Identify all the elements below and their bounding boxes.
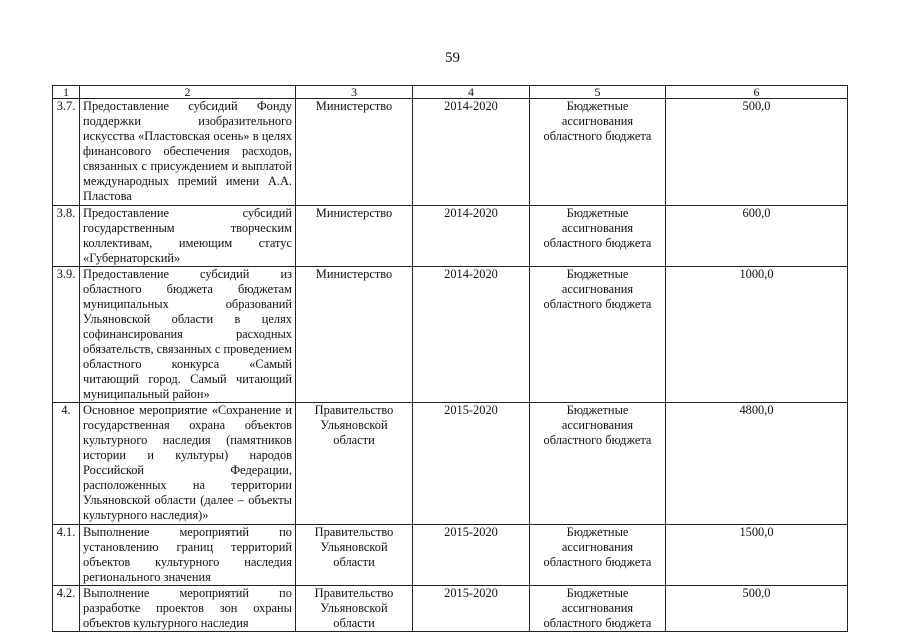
row-number: 3.8. [53, 206, 80, 267]
header-col-5: 5 [530, 86, 666, 99]
table-row [53, 586, 848, 632]
activity-name: Выполнение мероприятий по разработке проектов зон охраны объектов культурного наследия [80, 586, 296, 632]
amount: 500,0 [666, 99, 848, 206]
activity-name: Предоставление субсидий государственным творческим коллективам, имеющим статус «Губернаторский» [80, 206, 296, 267]
row-number: 4. [53, 403, 80, 525]
activity-name: Основное мероприятие «Сохранение и государственная охрана объектов культурного наследия (памятников истории и культуры) народов Российской Федерации, расположенных на территории Ульяновской области (далее – объекты культурного наследия)» [80, 403, 296, 525]
table-row [53, 267, 848, 403]
table-row [53, 99, 848, 206]
table-row [53, 206, 848, 267]
header-col-3: 3 [296, 86, 413, 99]
table-header-row [53, 86, 848, 99]
amount: 500,0 [666, 586, 848, 632]
row-number: 4.1. [53, 525, 80, 586]
amount: 1000,0 [666, 267, 848, 403]
row-number: 3.7. [53, 99, 80, 206]
page-number: 59 [445, 50, 460, 66]
amount: 1500,0 [666, 525, 848, 586]
row-number: 4.2. [53, 586, 80, 632]
amount: 4800,0 [666, 403, 848, 525]
amount: 600,0 [666, 206, 848, 267]
years: 2014-2020 [413, 99, 530, 206]
years: 2015-2020 [413, 586, 530, 632]
executor: Правительство Ульяновской области [296, 525, 413, 586]
years: 2015-2020 [413, 525, 530, 586]
table-row [53, 403, 848, 525]
header-col-1: 1 [53, 86, 80, 99]
activity-name: Предоставление субсидий Фонду поддержки изобразительного искусства «Пластовская осень» в целях финансового обеспечения расходов, связанных с присуждением и выплатой международных премий имени А.А. Пластова [80, 99, 296, 206]
years: 2014-2020 [413, 206, 530, 267]
executor: Правительство Ульяновской области [296, 403, 413, 525]
activity-name: Предоставление субсидий из областного бюджета бюджетам муниципальных образований Ульяновской области в целях софинансирования расходных обязательств, связанных с проведением областного конкурса «Самый читающий город. Самый читающий муниципальный район» [80, 267, 296, 403]
executor: Министерство [296, 99, 413, 206]
executor: Министерство [296, 267, 413, 403]
header-col-6: 6 [666, 86, 848, 99]
years: 2015-2020 [413, 403, 530, 525]
funding-source: Бюджетные ассигнования областного бюджета [530, 206, 666, 267]
executor: Министерство [296, 206, 413, 267]
funding-source: Бюджетные ассигнования областного бюджета [530, 525, 666, 586]
row-number: 3.9. [53, 267, 80, 403]
executor: Правительство Ульяновской области [296, 586, 413, 632]
years: 2014-2020 [413, 267, 530, 403]
table-row [53, 525, 848, 586]
program-table [52, 85, 848, 632]
funding-source: Бюджетные ассигнования областного бюджета [530, 267, 666, 403]
header-col-2: 2 [80, 86, 296, 99]
funding-source: Бюджетные ассигнования областного бюджета [530, 586, 666, 632]
funding-source: Бюджетные ассигнования областного бюджета [530, 99, 666, 206]
activity-name: Выполнение мероприятий по установлению границ территорий объектов культурного наследия регионального значения [80, 525, 296, 586]
header-col-4: 4 [413, 86, 530, 99]
funding-source: Бюджетные ассигнования областного бюджета [530, 403, 666, 525]
